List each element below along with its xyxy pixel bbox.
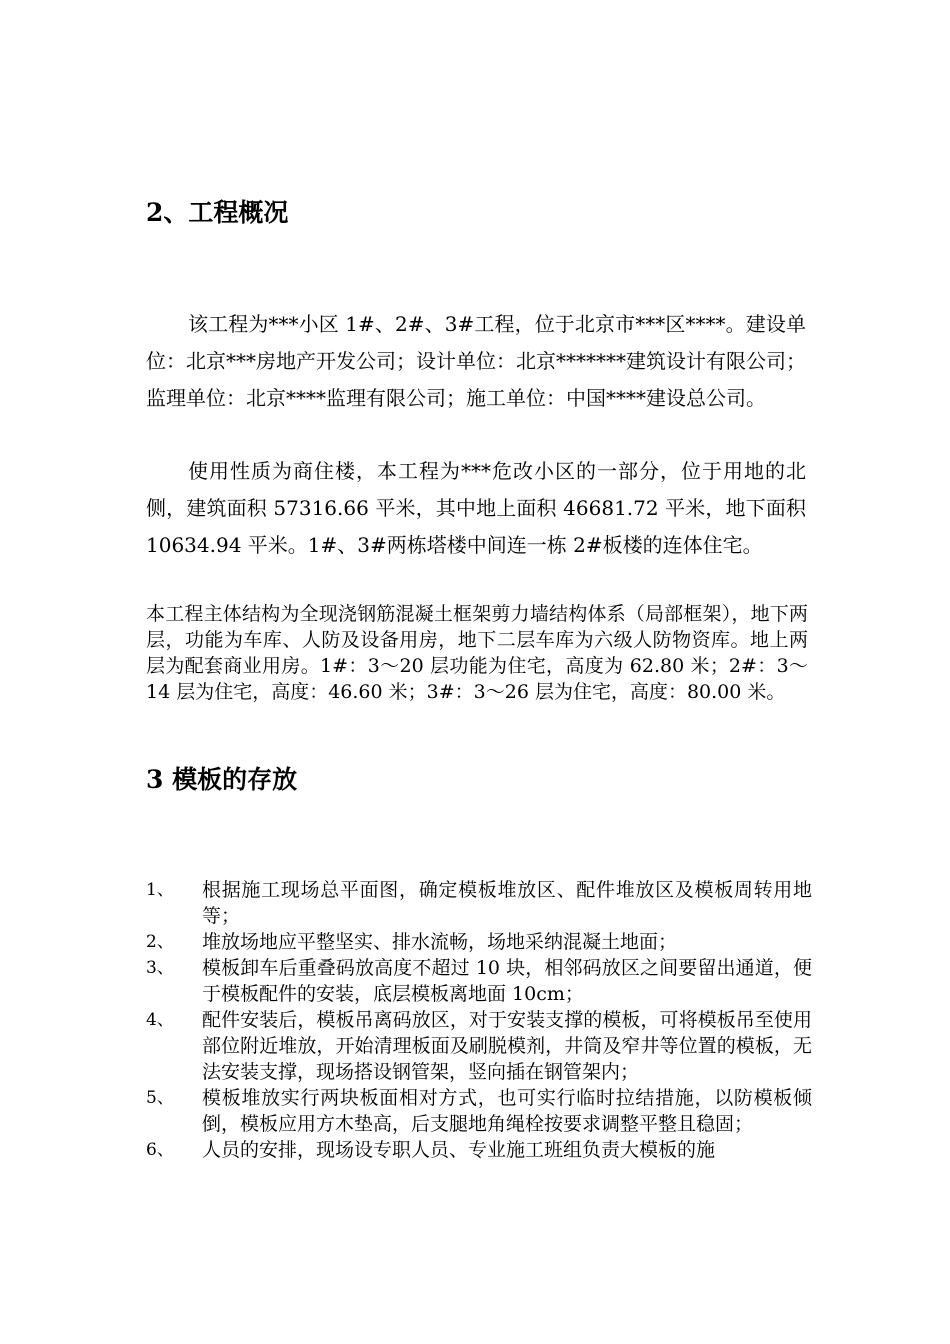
list-item — [146, 1085, 812, 1137]
list-item — [146, 929, 812, 955]
formwork-storage-list — [146, 877, 812, 1163]
paragraph-usage-area: 使用性质为商住楼，本工程为***危改小区的一部分，位于用地的北侧，建筑面积 57316.66 平米，其中地上面积 46681.72 平米，地下面积 10634.94 平米。1#、3#两栋塔楼中间连一栋 2#板楼的连体住宅。 — [146, 459, 806, 557]
list-item-text: 模板堆放实行两块板面相对方式，也可实行临时拉结措施，以防模板倾倒，模板应用方木垫高，后支腿地角绳栓按要求调整平整且稳固； — [202, 1087, 812, 1135]
list-item — [146, 877, 812, 929]
list-item-number: 4、 — [146, 1010, 174, 1030]
paragraph-structure: 本工程主体结构为全现浇钢筋混凝土框架剪力墙结构体系（局部框架），地下两层，功能为车库、人防及设备用房，地下二层车库为六级人防物资库。地上两层为配套商业用房。1#：3～20 层功能为住宅，高度为 62.80 米；2#：3～14 层为住宅，高度：46.60 米；3#：3～26 层为住宅，高度：80.00 米。 — [146, 603, 808, 703]
list-item-number: 6、 — [146, 1140, 174, 1160]
list-item — [146, 1137, 812, 1163]
list-item — [146, 955, 812, 1007]
list-item-number: 2、 — [146, 932, 174, 952]
list-item-text: 模板卸车后重叠码放高度不超过 10 块，相邻码放区之间要留出通道，便于模板配件的安装，底层模板离地面 10cm； — [202, 957, 812, 1005]
list-item-text: 根据施工现场总平面图，确定模板堆放区、配件堆放区及模板周转用地等； — [202, 879, 812, 927]
list-item-text: 配件安装后，模板吊离码放区，对于安装支撑的模板，可将模板吊至使用部位附近堆放，开始清理板面及刷脱模剂，井筒及窄井等位置的模板，无法安装支撑，现场搭设钢管架，竖向插在钢管架内； — [202, 1009, 812, 1083]
list-item-number: 5、 — [146, 1088, 174, 1108]
paragraph-project-parties: 该工程为***小区 1#、2#、3#工程，位于北京市***区****。建设单位：北京***房地产开发公司；设计单位：北京*******建筑设计有限公司；监理单位：北京****监理有限公司；施工单位：中国****建设总公司。 — [146, 312, 806, 410]
list-item — [146, 1007, 812, 1085]
list-item-text: 人员的安排，现场设专职人员、专业施工班组负责大模板的施 — [202, 1139, 716, 1161]
list-item-text: 堆放场地应平整坚实、排水流畅，场地采纳混凝土地面； — [202, 931, 678, 953]
list-item-number: 3、 — [146, 958, 174, 978]
section-heading-project-overview: 2、工程概况 — [146, 198, 289, 227]
section-heading-formwork-storage: 3 模板的存放 — [146, 765, 298, 794]
list-item-number: 1、 — [146, 880, 174, 900]
